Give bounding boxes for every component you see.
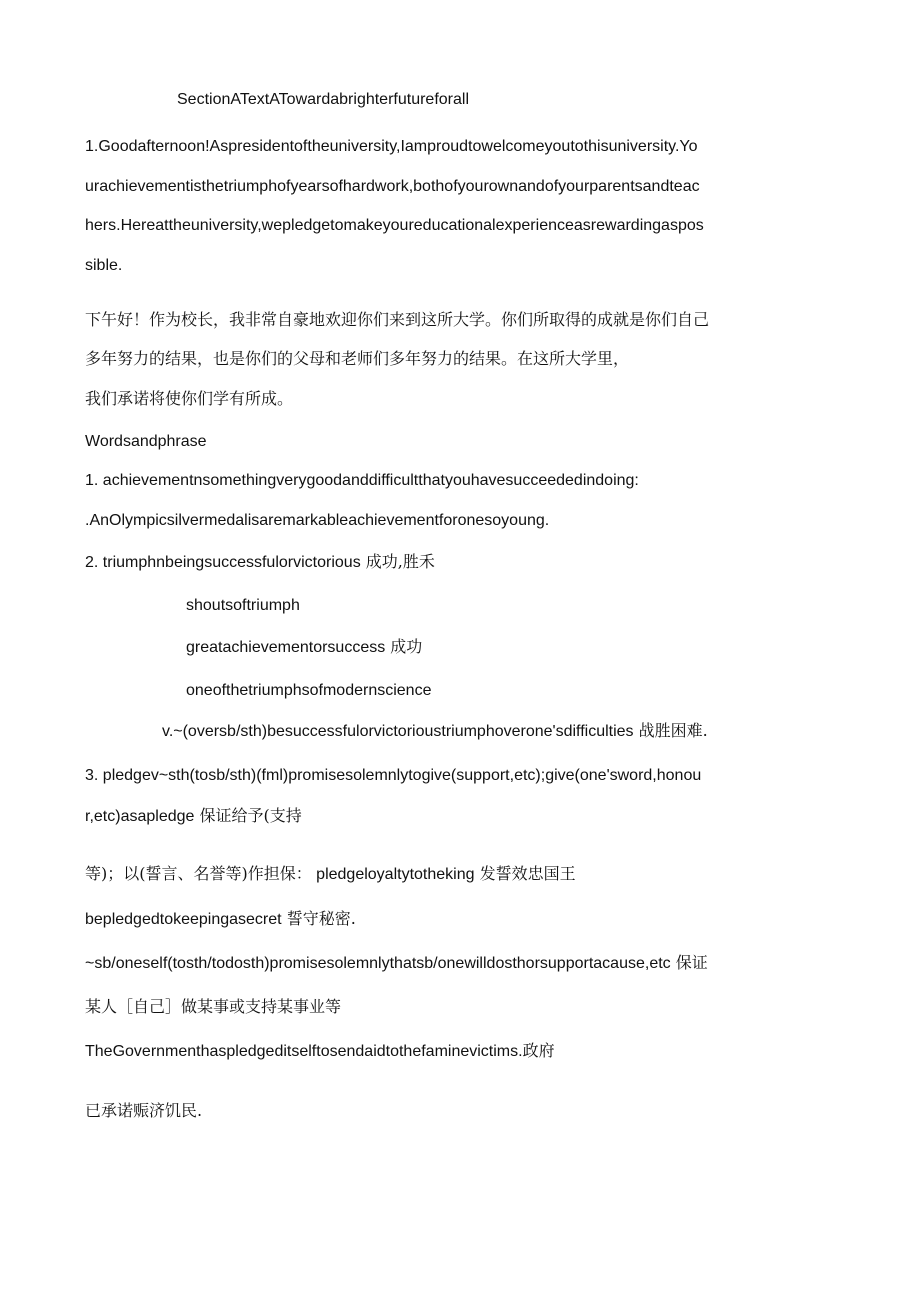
vocab-3-line-5-en: ~sb/oneself(tosth/todosth)promisesolemnlythatsb/onewilldosthorsupportacause,etc (85, 955, 671, 972)
vocab-3-line-1: 3. pledgev~sth(tosb/sth)(fml)promisesolemnlytogive(support,etc);give(one'sword,honou (85, 767, 702, 784)
paragraph-en-line-4: sible. (85, 257, 123, 274)
vocab-2-verb-en: v.~(oversb/sth)besuccessfulorvictorioustriumphoverone'sdifficulties (162, 723, 634, 740)
vocab-3-line-4-en: bepledgedtokeepingasecret (85, 911, 282, 928)
vocab-3-line-2-cn: 保证给予(支持 (194, 806, 302, 825)
vocab-3-line-2-en: r,etc)asapledge (85, 808, 195, 825)
vocab-3-line-3-cn2: 发誓效忠国王 (474, 864, 576, 883)
vocab-3-line-3 (85, 864, 576, 885)
paragraph-en-line-1: 1.Goodafternoon!Aspresidentoftheuniversity,Iamproudtowelcomeyoutothisuniversity.Yo (85, 138, 698, 155)
section-title: SectionATextATowardabrighterfutureforall (177, 91, 469, 108)
vocab-3-line-7 (85, 1041, 555, 1062)
vocab-3-line-7-en: TheGovernmenthaspledgeditselftosendaidtothefaminevictims. (85, 1043, 523, 1060)
vocab-2-ex2-cn: 成功 (385, 637, 423, 656)
vocab-3-line-5 (85, 953, 708, 974)
vocab-2-example-3: oneofthetriumphsofmodernscience (186, 682, 432, 699)
vocab-3-line-2 (85, 806, 302, 827)
vocab-2-definition (85, 552, 435, 573)
vocab-2-verb-cn: 战胜困难. (633, 721, 708, 740)
vocab-3-line-8: 已承诺赈济饥民. (85, 1101, 203, 1120)
paragraph-en-line-3: hers.Hereattheuniversity,wepledgetomakeyoureducationalexperienceasrewardingaspos (85, 217, 704, 234)
vocab-3-line-4 (85, 909, 356, 930)
paragraph-cn-line-3: 我们承诺将使你们学有所成。 (85, 389, 294, 408)
vocab-3-line-3-en: pledgeloyaltytotheking (311, 866, 475, 883)
words-heading: Wordsandphrase (85, 433, 207, 450)
vocab-3-line-6: 某人［自己］做某事或支持某事业等 (85, 997, 342, 1016)
vocab-1-example: .AnOlympicsilvermedalisaremarkableachievementforonesoyoung. (85, 512, 550, 529)
vocab-2-def-en: 2. triumphnbeingsuccessfulorvictorious (85, 554, 361, 571)
vocab-2-ex2-en: greatachievementorsuccess (186, 639, 386, 656)
paragraph-cn-line-2: 多年努力的结果，也是你们的父母和老师们多年努力的结果。在这所大学里， (85, 349, 630, 368)
vocab-2-def-cn: 成功,胜禾 (360, 552, 435, 571)
vocab-3-line-7-cn: 政府 (522, 1041, 555, 1060)
paragraph-cn-line-1: 下午好！作为校长，我非常自豪地欢迎你们来到这所大学。你们所取得的成就是你们自己 (85, 310, 710, 329)
paragraph-en-line-2: urachievementisthetriumphofyearsofhardwork,bothofyourownandofyourparentsandteac (85, 178, 700, 195)
vocab-3-line-3-cn: 等)；以(誓言、名誉等)作担保： (85, 864, 312, 883)
vocab-3-line-5-cn: 保证 (670, 953, 708, 972)
vocab-3-line-4-cn: 誓守秘密. (281, 909, 356, 928)
vocab-2-example-1: shoutsoftriumph (186, 597, 300, 614)
vocab-2-example-2 (186, 637, 422, 658)
vocab-2-verb (162, 721, 708, 742)
vocab-1-definition: 1. achievementnsomethingverygoodanddifficultthatyouhavesucceededindoing: (85, 472, 639, 489)
